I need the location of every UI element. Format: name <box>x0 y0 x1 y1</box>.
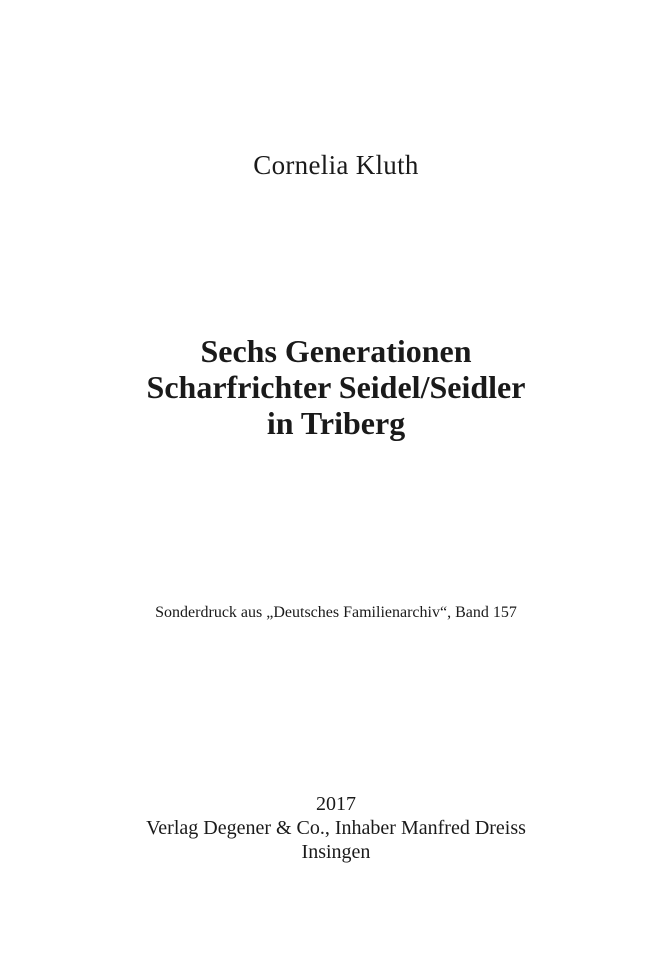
publication-place: Insingen <box>301 841 371 863</box>
offprint-note: Sonderdruck aus „Deutsches Familienarchiv“, Band 157 <box>155 604 517 621</box>
publication-year: 2017 <box>316 793 356 815</box>
book-title-line-1: Sechs Generationen <box>200 333 472 369</box>
book-title <box>0 333 658 441</box>
book-title-line-3: in Triberg <box>266 405 406 441</box>
book-title-line-2: Scharfrichter Seidel/Seidler <box>146 369 526 405</box>
imprint <box>0 792 658 864</box>
author-name: Cornelia Kluth <box>253 150 419 180</box>
publisher-name: Verlag Degener & Co., Inhaber Manfred Dreiss <box>146 817 526 839</box>
